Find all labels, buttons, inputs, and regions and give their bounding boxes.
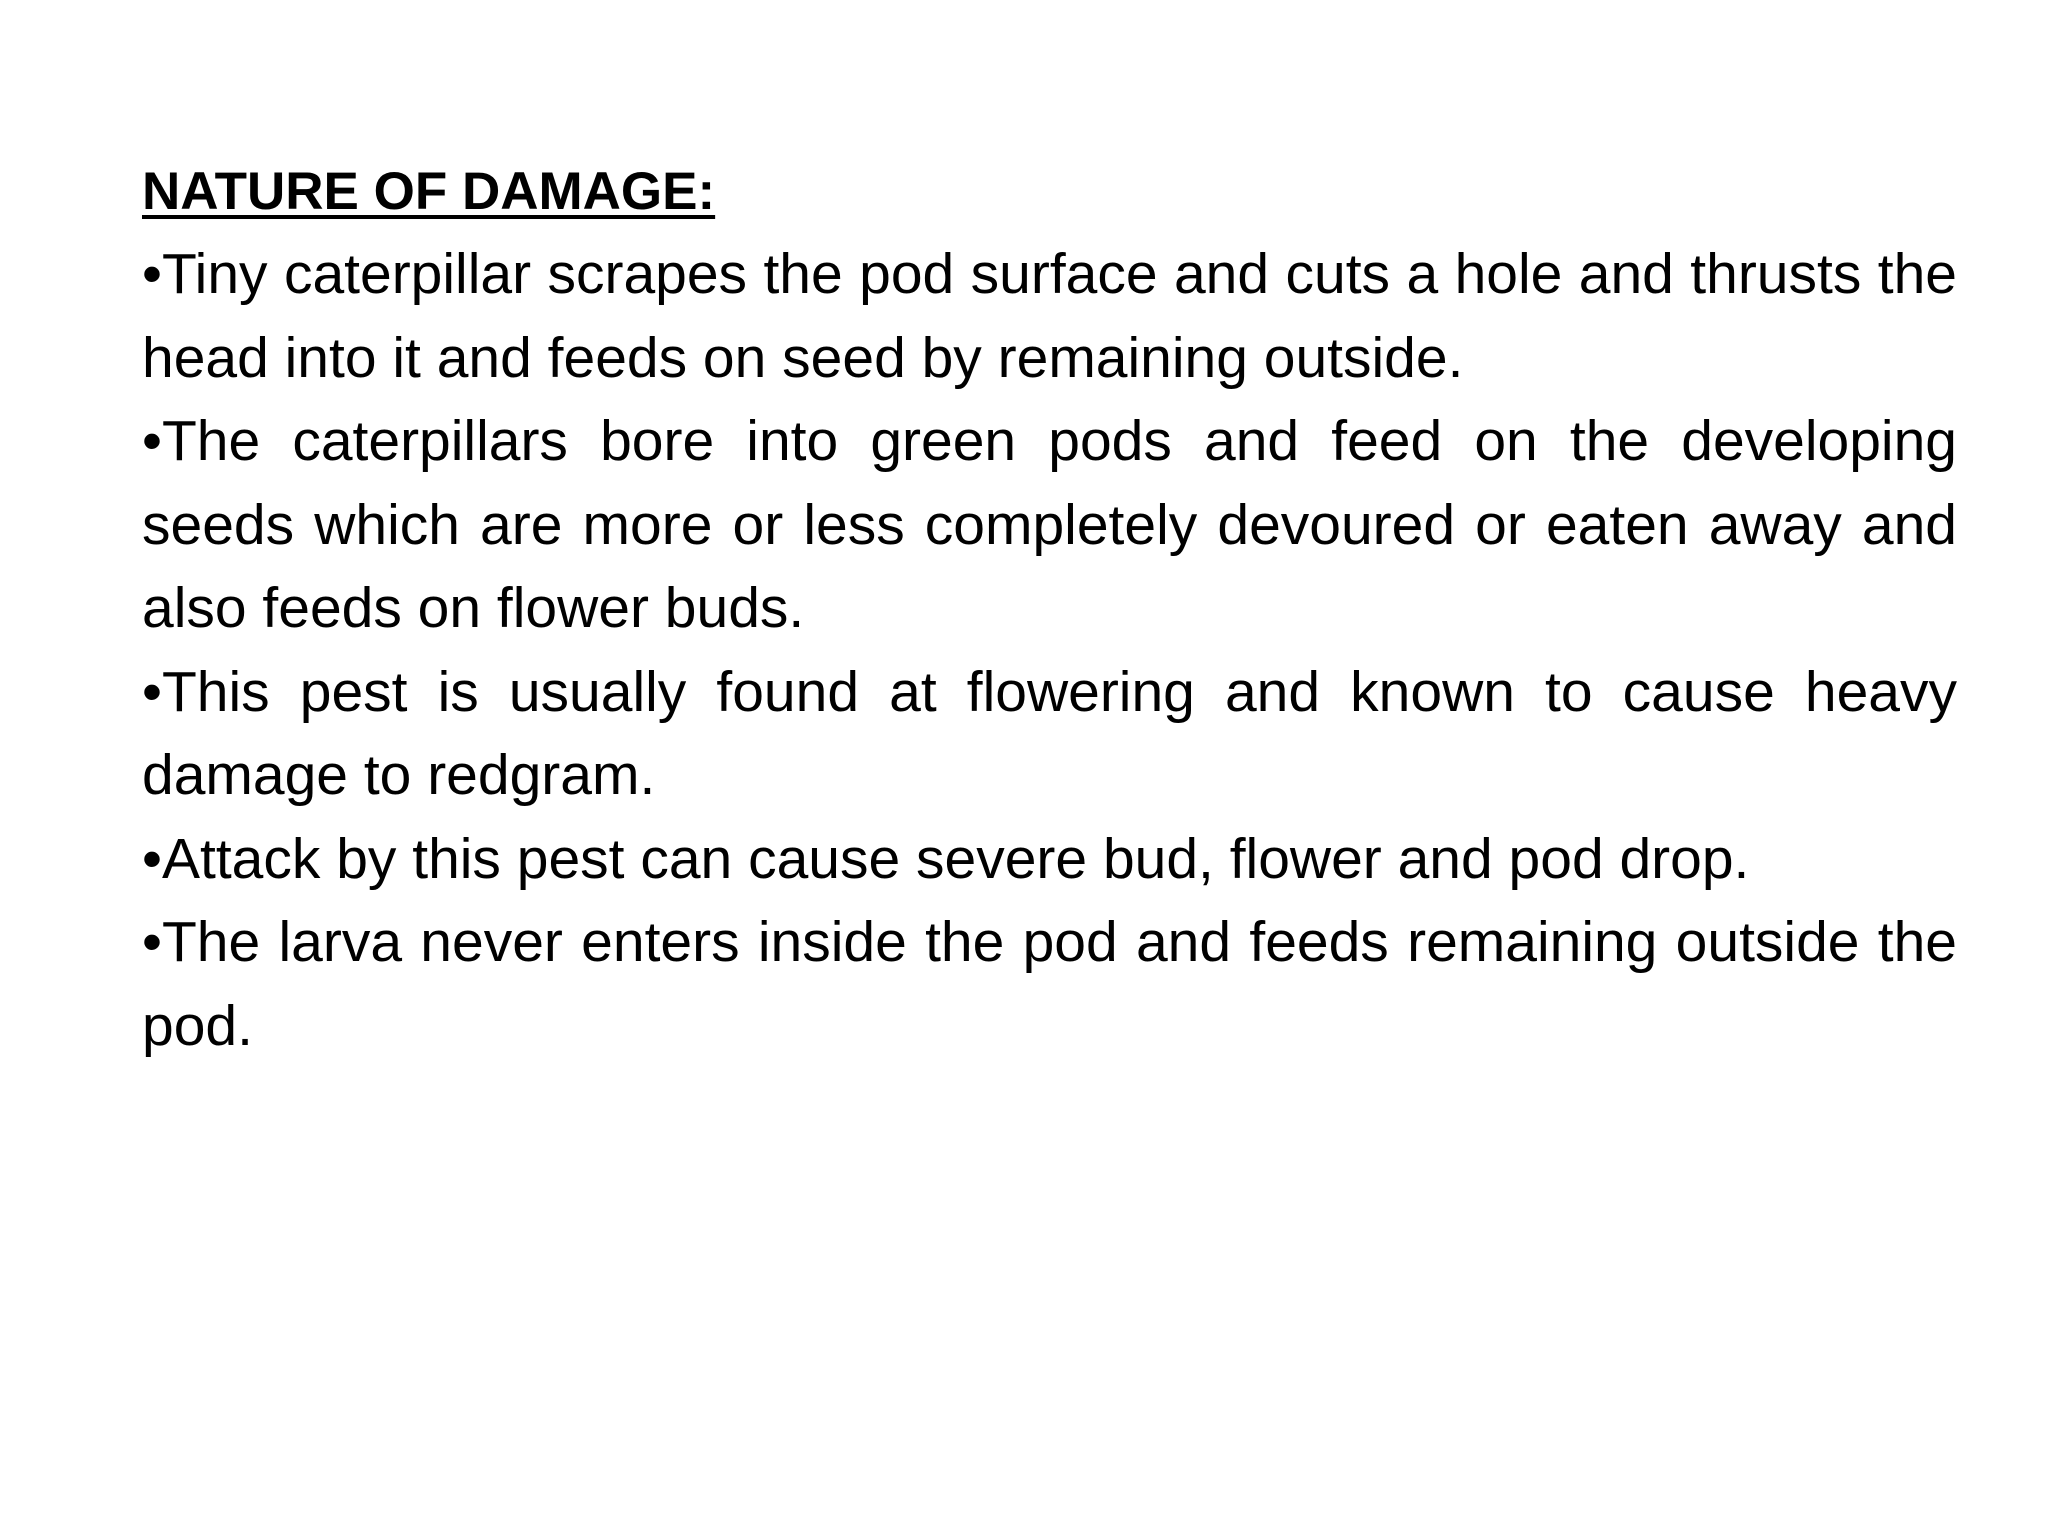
bullet-text: Tiny caterpillar scrapes the pod surface and cuts a hole and thrusts the head into it and feeds on seed by remaining outside. (142, 242, 1957, 390)
bullet-list (142, 233, 1957, 1068)
bullet-mark: • (142, 910, 162, 974)
bullet-item (142, 818, 1957, 902)
bullet-text: Attack by this pest can cause severe bud, flower and pod drop. (161, 826, 1750, 891)
bullet-mark: • (142, 409, 162, 473)
slide-content (142, 150, 1957, 1068)
bullet-mark: • (142, 242, 162, 306)
bullet-item (142, 233, 1957, 400)
bullet-text: The caterpillars bore into green pods and feed on the developing seeds which are more or less completely devoured or eaten away and also feeds on flower buds. (142, 409, 1957, 640)
bullet-item (142, 651, 1957, 818)
bullet-item (142, 901, 1957, 1068)
slide-heading: NATURE OF DAMAGE: (142, 162, 716, 221)
bullet-item (142, 400, 1957, 651)
bullet-text: This pest is usually found at flowering and known to cause heavy damage to redgram. (142, 659, 1957, 807)
bullet-mark: • (142, 659, 162, 724)
bullet-text: The larva never enters inside the pod and feeds remaining outside the pod. (142, 910, 1957, 1058)
bullet-mark: • (142, 826, 162, 891)
